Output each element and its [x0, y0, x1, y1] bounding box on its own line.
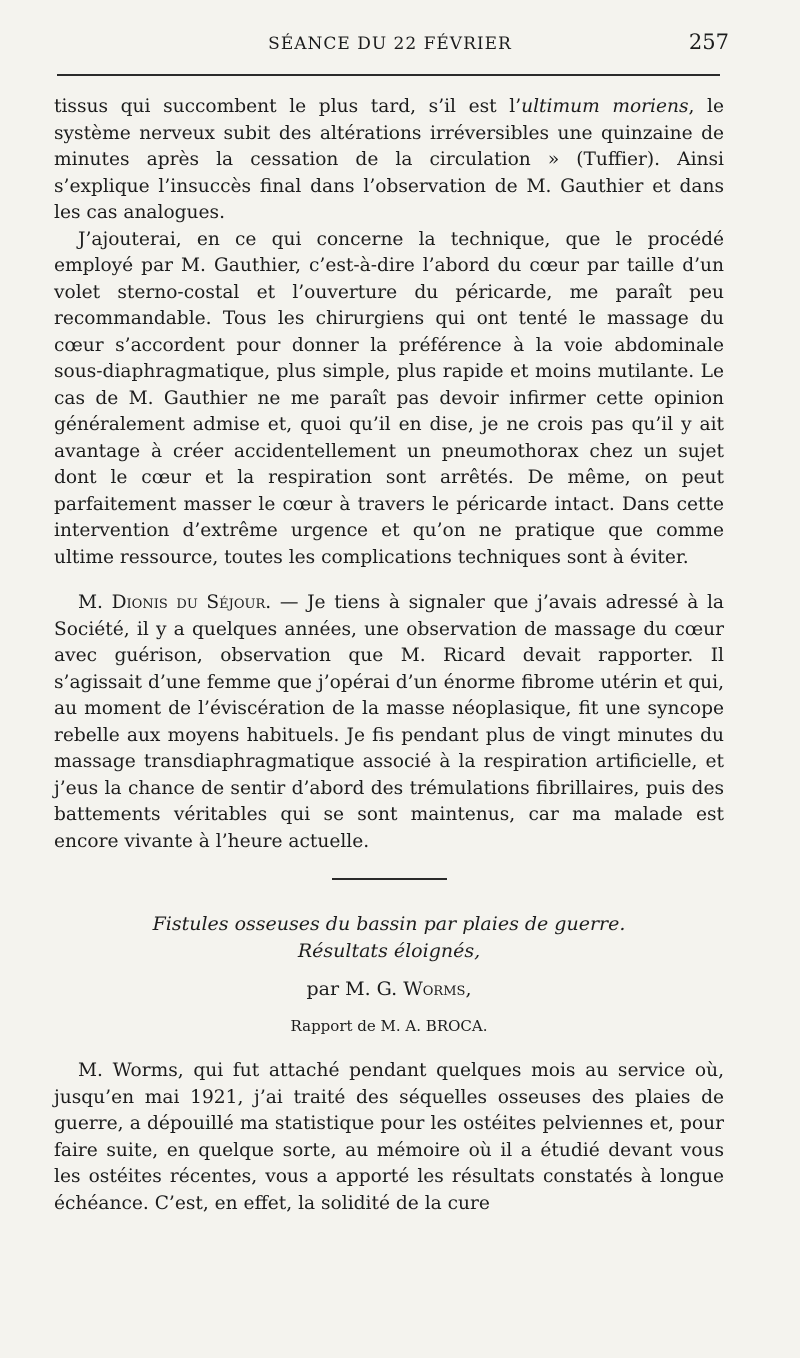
paragraph-1	[54, 94, 724, 227]
speaker-text: — Je tiens à signaler que j’avais adressé à la Société, il y a quelques années, une observation de massage du cœur avec guérison, observation que M. Ricard devait rapporter. Il s’agissait d’une femme que j’opérai d’un énorme fibrome utérin et qui, au moment de l’éviscération de la masse néoplasique, fit une syncope rebelle aux moyens habituels. Je fis pendant plus de vingt minutes du massage transdiaphragmatique associé à la respiration artificielle, et j’eus la chance de sentir d’abord des trémulations fibrillaires, puis des battements véritables qui se sont maintenus, car ma malade est encore vivante à l’heure actuelle.	[54, 592, 724, 852]
body-text	[54, 94, 724, 1217]
paragraph-4: M. Worms, qui fut attaché pendant quelques mois au service où, jusqu’en mai 1921, j’ai traité des séquelles osseuses des plaies de guerre, a dépouillé ma statistique pour les ostéites pelviennes et, pour faire suite, en quelque sorte, au mémoire où il a étudié devant vous les ostéites récentes, vous a apporté les résultats constatés à longue échéance. C’est, en effet, la solidité de la cure	[54, 1060, 724, 1214]
article-byline	[54, 976, 724, 1003]
paragraph-spacer	[54, 571, 724, 590]
paragraph-1-end: , le système nerveux subit des altérations irréversibles une quinzaine de minutes après la cessation de la circulation » (Tuffier). Ainsi s’explique l’insuccès final dans l’observation de M. Gauthier et dans les cas analogues.	[54, 96, 724, 223]
header-title: SÉANCE DU 22 FÉVRIER	[268, 34, 512, 54]
author-name: Worms,	[403, 978, 472, 1000]
speaker-name: M. Dionis du Séjour.	[78, 592, 272, 613]
paragraph-2: J’ajouterai, en ce qui concerne la technique, que le procédé employé par M. Gauthier, c’est-à-dire l’abord du cœur par taille d’un volet sterno-costal et l’ouverture du péricarde, me paraît peu recommandable. Tous les chirurgiens qui ont tenté le massage du cœur s’accordent pour donner la préférence à la voie abdominale sous-diaphragmatique, plus simple, plus rapide et moins mutilante. Le cas de M. Gauthier ne me paraît pas devoir infirmer cette opinion généralement admise et, quoi qu’il en dise, je ne crois pas qu’il y ait avantage à créer accidentellement un pneumothorax chez un sujet dont le cœur et la respiration sont arrêtés. De même, on peut parfaitement masser le cœur à travers le péricarde intact. Dans cette intervention d’extrême urgence et qu’on ne pratique que comme ultime ressource, toutes les complications techniques sont à éviter.	[54, 228, 724, 568]
article-title-line-2: Résultats éloignés,	[297, 940, 481, 962]
byline-prefix: par M. G.	[306, 978, 404, 1000]
header-rule	[57, 74, 720, 76]
paragraph-3	[54, 590, 724, 855]
running-header	[55, 30, 729, 60]
article-title	[54, 911, 724, 965]
paragraph-1-start: tissus qui succombent le plus tard, s’il est l’	[54, 96, 522, 117]
report-line: Rapport de M. A. BROCA.	[290, 1016, 488, 1035]
article-title-line-1: Fistules osseuses du bassin par plaies de guerre.	[152, 913, 626, 935]
page-number: 257	[688, 30, 729, 54]
paragraph-spacer-2	[54, 1039, 724, 1058]
latin-phrase: ultimum moriens	[521, 96, 689, 117]
section-divider	[332, 878, 447, 880]
